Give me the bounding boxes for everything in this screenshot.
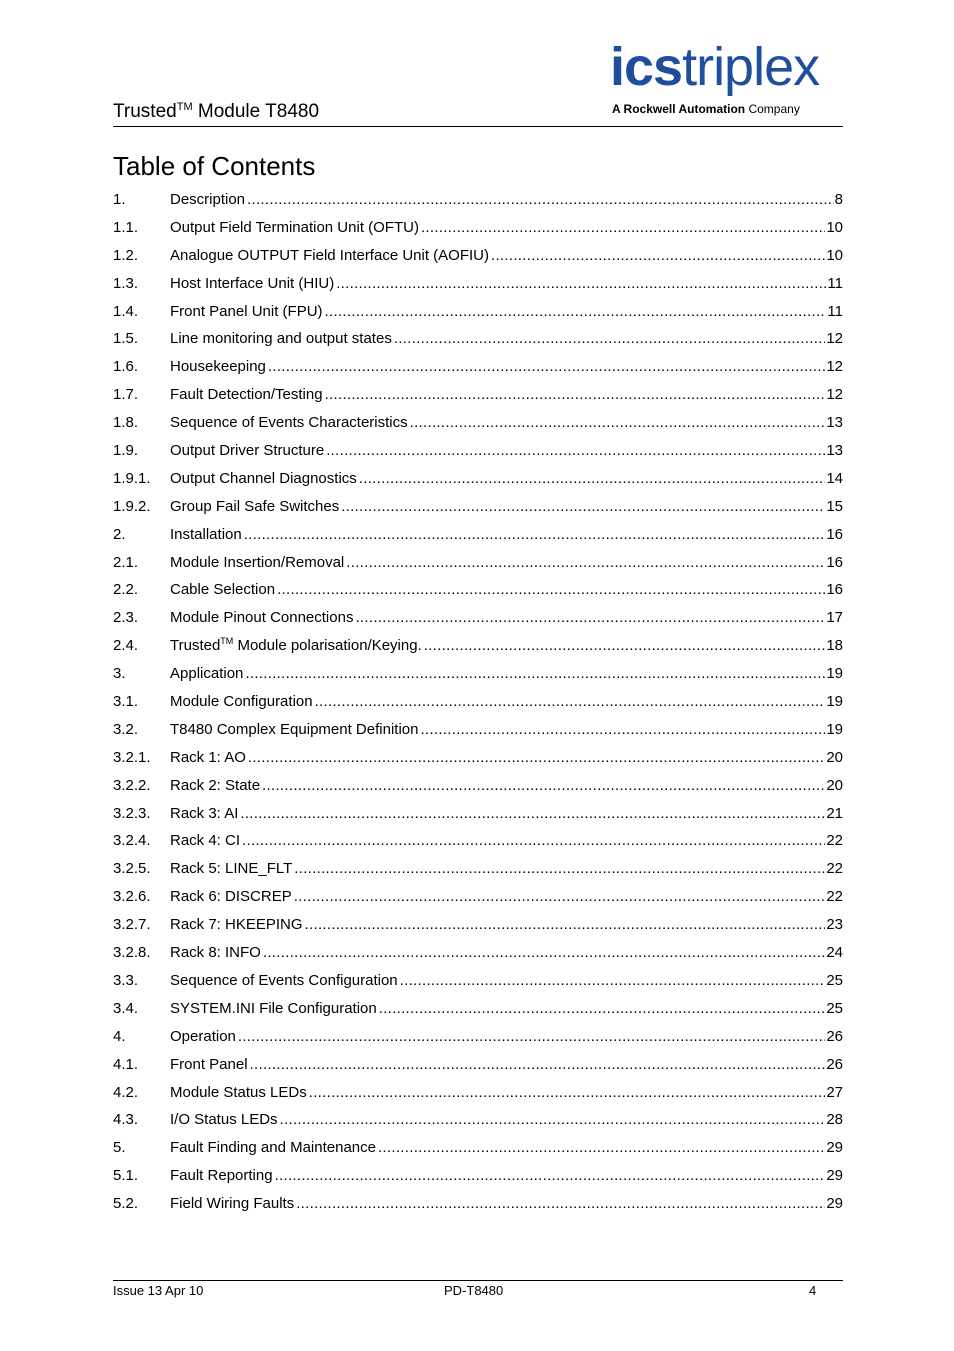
toc-entry-line bbox=[170, 632, 843, 660]
toc-entry-number: 2.3. bbox=[113, 609, 139, 627]
header-divider bbox=[113, 126, 843, 127]
toc-entry-number: 3.2.3. bbox=[113, 804, 151, 822]
toc-entry-page: 29 bbox=[826, 1139, 843, 1157]
toc-entry-line bbox=[170, 772, 843, 800]
toc-entry-line bbox=[170, 883, 843, 911]
toc-entry-title bbox=[170, 1162, 275, 1190]
toc-entry-line bbox=[170, 1190, 843, 1218]
toc-entry-number: 3.1. bbox=[113, 693, 139, 711]
toc-entry-line bbox=[170, 353, 843, 381]
toc-entry[interactable] bbox=[113, 521, 843, 549]
footer-divider bbox=[113, 1280, 843, 1281]
toc-dot-leader bbox=[421, 214, 825, 242]
toc-entry-title bbox=[170, 493, 341, 521]
toc-entry-page: 12 bbox=[826, 330, 843, 348]
toc-entry-number: 1.6. bbox=[113, 358, 139, 376]
toc-dot-leader bbox=[491, 242, 825, 270]
toc-list bbox=[113, 186, 843, 1218]
toc-entry-title-text: Trusted bbox=[170, 637, 221, 655]
toc-entry-title bbox=[170, 186, 247, 214]
toc-dot-leader bbox=[315, 688, 826, 716]
toc-entry-page: 18 bbox=[826, 637, 843, 655]
toc-entry-line bbox=[170, 214, 843, 242]
toc-entry-page: 11 bbox=[827, 274, 843, 292]
toc-entry-line bbox=[170, 744, 843, 772]
toc-entry-line bbox=[170, 827, 843, 855]
toc-dot-leader bbox=[326, 437, 825, 465]
toc-dot-leader bbox=[247, 186, 834, 214]
toc-entry-title bbox=[170, 1134, 378, 1162]
toc-entry-line bbox=[170, 688, 843, 716]
toc-entry-title-text: Output Field Termination Unit (OFTU) bbox=[170, 218, 419, 236]
toc-entry-number: 3.2. bbox=[113, 720, 139, 738]
toc-entry-page: 19 bbox=[826, 665, 843, 683]
toc-entry-title-text: Fault Finding and Maintenance bbox=[170, 1139, 376, 1157]
toc-entry-line bbox=[170, 186, 843, 214]
toc-entry-title-text: Module polarisation/Keying. bbox=[233, 637, 422, 655]
toc-entry-title-text: Housekeeping bbox=[170, 358, 266, 376]
toc-entry-number: 1.2. bbox=[113, 246, 139, 264]
toc-entry[interactable] bbox=[113, 1190, 843, 1218]
toc-entry-number: 3.2.8. bbox=[113, 944, 151, 962]
toc-entry-line bbox=[170, 1134, 843, 1162]
toc-entry[interactable] bbox=[113, 716, 843, 744]
toc-entry-title bbox=[170, 688, 315, 716]
toc-entry-title bbox=[170, 604, 355, 632]
toc-entry-line bbox=[170, 1079, 843, 1107]
toc-dot-leader bbox=[336, 270, 826, 298]
toc-entry-number: 3.2.1. bbox=[113, 748, 151, 766]
toc-entry[interactable] bbox=[113, 437, 843, 465]
toc-entry-number: 3.4. bbox=[113, 999, 139, 1017]
toc-entry-number: 3.3. bbox=[113, 971, 139, 989]
header-title-suffix: Module T8480 bbox=[192, 101, 320, 122]
toc-entry-number: 1.1. bbox=[113, 218, 139, 236]
toc-entry-page: 14 bbox=[826, 469, 843, 487]
toc-entry-title bbox=[170, 744, 248, 772]
toc-entry-number: 1.3. bbox=[113, 274, 139, 292]
toc-dot-leader bbox=[244, 521, 826, 549]
toc-entry-page: 16 bbox=[826, 581, 843, 599]
toc-entry-title bbox=[170, 632, 424, 660]
toc-entry-title-text: Rack 7: HKEEPING bbox=[170, 916, 303, 934]
toc-entry-title bbox=[170, 270, 336, 298]
toc-entry[interactable] bbox=[113, 855, 843, 883]
toc-entry-title-text: T8480 Complex Equipment Definition bbox=[170, 720, 419, 738]
toc-entry-line bbox=[170, 939, 843, 967]
toc-entry-title-text: Output Driver Structure bbox=[170, 442, 325, 460]
toc-entry-page: 22 bbox=[826, 888, 843, 906]
toc-entry-number: 2.4. bbox=[113, 637, 139, 655]
toc-entry-title bbox=[170, 716, 420, 744]
toc-entry[interactable] bbox=[113, 270, 843, 298]
toc-entry[interactable] bbox=[113, 1134, 843, 1162]
toc-dot-leader bbox=[325, 298, 827, 326]
toc-entry-page: 26 bbox=[826, 1027, 843, 1045]
toc-entry-title-text: Installation bbox=[170, 525, 242, 543]
toc-dot-leader bbox=[268, 353, 825, 381]
toc-entry-page: 20 bbox=[826, 776, 843, 794]
toc-entry-number: 1.4. bbox=[113, 302, 139, 320]
toc-entry[interactable] bbox=[113, 827, 843, 855]
toc-entry-title-text: Operation bbox=[170, 1027, 236, 1045]
toc-entry-title-text: Rack 5: LINE_FLT bbox=[170, 860, 293, 878]
toc-entry-title bbox=[170, 1079, 309, 1107]
logo-tagline-light: Company bbox=[745, 102, 800, 116]
footer-document-id: PD-T8480 bbox=[444, 1283, 504, 1298]
toc-entry-page: 13 bbox=[826, 414, 843, 432]
toc-entry-line bbox=[170, 855, 843, 883]
ics-triplex-logo bbox=[610, 37, 846, 122]
toc-entry-title-text: Module Insertion/Removal bbox=[170, 553, 345, 571]
toc-entry-page: 13 bbox=[826, 442, 843, 460]
toc-entry[interactable] bbox=[113, 325, 843, 353]
toc-entry[interactable] bbox=[113, 939, 843, 967]
toc-dot-leader bbox=[238, 1023, 825, 1051]
toc-dot-leader bbox=[275, 1162, 826, 1190]
toc-entry-title bbox=[170, 855, 294, 883]
toc-entry-page: 29 bbox=[826, 1167, 843, 1185]
toc-dot-leader bbox=[359, 465, 826, 493]
toc-dot-leader bbox=[294, 883, 826, 911]
toc-dot-leader bbox=[379, 995, 826, 1023]
toc-entry-line bbox=[170, 493, 843, 521]
toc-entry-page: 19 bbox=[826, 693, 843, 711]
toc-entry[interactable] bbox=[113, 549, 843, 577]
toc-entry-title bbox=[170, 325, 394, 353]
toc-entry-page: 20 bbox=[826, 748, 843, 766]
toc-dot-leader bbox=[378, 1134, 825, 1162]
toc-dot-leader bbox=[245, 660, 825, 688]
footer-page-number: 4 bbox=[809, 1283, 817, 1298]
toc-entry-number: 5.1. bbox=[113, 1167, 139, 1185]
toc-entry-page: 19 bbox=[826, 720, 843, 738]
toc-dot-leader bbox=[242, 827, 825, 855]
trademark-mark: TM bbox=[176, 101, 193, 113]
toc-entry-number: 4.2. bbox=[113, 1083, 139, 1101]
toc-dot-leader bbox=[410, 409, 826, 437]
toc-entry-title-text: Module Configuration bbox=[170, 693, 313, 711]
toc-entry-title bbox=[170, 1023, 238, 1051]
toc-entry-page: 21 bbox=[826, 804, 843, 822]
toc-entry-number: 4.3. bbox=[113, 1111, 139, 1129]
toc-entry-title bbox=[170, 521, 244, 549]
toc-entry[interactable] bbox=[113, 883, 843, 911]
toc-entry-number: 5.2. bbox=[113, 1195, 139, 1213]
toc-entry-title bbox=[170, 995, 379, 1023]
toc-entry-number: 2. bbox=[113, 525, 126, 543]
toc-entry-page: 22 bbox=[826, 860, 843, 878]
toc-entry-title bbox=[170, 911, 305, 939]
toc-entry-page: 10 bbox=[826, 246, 843, 264]
toc-entry-title-text: Fault Reporting bbox=[170, 1167, 273, 1185]
toc-dot-leader bbox=[394, 325, 825, 353]
toc-dot-leader bbox=[296, 1190, 825, 1218]
toc-entry[interactable] bbox=[113, 800, 843, 828]
toc-entry-number: 1.9.1. bbox=[113, 469, 151, 487]
toc-entry-title bbox=[170, 298, 325, 326]
toc-entry-title-text: Analogue OUTPUT Field Interface Unit (AOFIU) bbox=[170, 246, 489, 264]
toc-entry-title-text: Fault Detection/Testing bbox=[170, 386, 323, 404]
toc-entry[interactable] bbox=[113, 632, 843, 660]
toc-entry-title-text: Description bbox=[170, 191, 246, 208]
toc-entry-number: 4.1. bbox=[113, 1055, 139, 1073]
toc-entry-title-text: Rack 8: INFO bbox=[170, 944, 261, 962]
toc-entry-page: 23 bbox=[826, 916, 843, 934]
toc-entry-page: 25 bbox=[826, 971, 843, 989]
toc-entry[interactable] bbox=[113, 242, 843, 270]
trademark-mark: TM bbox=[220, 636, 234, 647]
toc-entry-title bbox=[170, 381, 325, 409]
toc-entry-line bbox=[170, 716, 843, 744]
toc-entry-title bbox=[170, 827, 242, 855]
toc-entry-number: 4. bbox=[113, 1027, 126, 1045]
toc-dot-leader bbox=[341, 493, 825, 521]
toc-entry-line bbox=[170, 298, 843, 326]
toc-entry[interactable] bbox=[113, 911, 843, 939]
toc-entry-title-text: Line monitoring and output states bbox=[170, 330, 392, 348]
toc-entry-number: 1.5. bbox=[113, 330, 139, 348]
toc-entry-page: 8 bbox=[834, 191, 843, 208]
toc-entry-line bbox=[170, 576, 843, 604]
toc-entry-number: 3. bbox=[113, 665, 126, 683]
toc-entry-page: 16 bbox=[826, 525, 843, 543]
toc-entry-title-text: SYSTEM.INI File Configuration bbox=[170, 999, 377, 1017]
toc-entry-title bbox=[170, 353, 268, 381]
footer-issue: Issue 13 Apr 10 bbox=[113, 1283, 204, 1298]
toc-entry[interactable] bbox=[113, 298, 843, 326]
toc-entry[interactable] bbox=[113, 995, 843, 1023]
toc-entry[interactable] bbox=[113, 1079, 843, 1107]
toc-entry-page: 25 bbox=[826, 999, 843, 1017]
toc-dot-leader bbox=[250, 1051, 826, 1079]
toc-entry-line bbox=[170, 604, 843, 632]
logo-wordmark bbox=[610, 36, 819, 98]
toc-entry-title bbox=[170, 465, 359, 493]
toc-entry-title-text: Module Pinout Connections bbox=[170, 609, 354, 627]
toc-entry-title-text: Rack 1: AO bbox=[170, 748, 246, 766]
toc-dot-leader bbox=[263, 939, 825, 967]
toc-entry-line bbox=[170, 1162, 843, 1190]
toc-entry-number: 3.2.6. bbox=[113, 888, 151, 906]
toc-entry[interactable] bbox=[113, 1162, 843, 1190]
toc-entry[interactable] bbox=[113, 744, 843, 772]
toc-entry-line bbox=[170, 995, 843, 1023]
toc-entry-line bbox=[170, 1023, 843, 1051]
toc-entry-line bbox=[170, 381, 843, 409]
toc-dot-leader bbox=[305, 911, 826, 939]
toc-entry-number: 3.2.2. bbox=[113, 776, 151, 794]
toc-entry-title-text: Front Panel Unit (FPU) bbox=[170, 302, 323, 320]
toc-entry-title-text: Application bbox=[170, 665, 244, 683]
toc-dot-leader bbox=[277, 576, 825, 604]
toc-entry-page: 11 bbox=[827, 302, 843, 320]
toc-entry-title-text: Front Panel bbox=[170, 1055, 248, 1073]
document-header-title bbox=[113, 100, 319, 124]
toc-entry-line bbox=[170, 521, 843, 549]
toc-dot-leader bbox=[420, 716, 825, 744]
toc-entry-line bbox=[170, 800, 843, 828]
toc-entry[interactable] bbox=[113, 772, 843, 800]
toc-entry[interactable] bbox=[113, 493, 843, 521]
toc-entry-number: 1.8. bbox=[113, 414, 139, 432]
toc-entry-title-text: Cable Selection bbox=[170, 581, 276, 599]
toc-entry-page: 16 bbox=[826, 553, 843, 571]
toc-entry-number: 1.7. bbox=[113, 386, 139, 404]
toc-entry-title-text: Group Fail Safe Switches bbox=[170, 497, 340, 515]
toc-entry-page: 10 bbox=[826, 218, 843, 236]
toc-entry-title bbox=[170, 214, 421, 242]
toc-entry[interactable] bbox=[113, 660, 843, 688]
toc-entry-title-text: Rack 2: State bbox=[170, 776, 261, 794]
toc-dot-leader bbox=[240, 800, 825, 828]
toc-entry[interactable] bbox=[113, 409, 843, 437]
toc-entry-title bbox=[170, 242, 491, 270]
toc-entry-title-text: Module Status LEDs bbox=[170, 1083, 307, 1101]
toc-dot-leader bbox=[346, 549, 825, 577]
toc-dot-leader bbox=[248, 744, 825, 772]
toc-entry-title bbox=[170, 1190, 296, 1218]
toc-entry-number: 1.9. bbox=[113, 442, 139, 460]
logo-wordmark-light: triplex bbox=[682, 37, 820, 97]
toc-entry[interactable] bbox=[113, 186, 843, 214]
toc-entry-line bbox=[170, 911, 843, 939]
toc-entry-title-text: Host Interface Unit (HIU) bbox=[170, 274, 335, 292]
toc-entry[interactable] bbox=[113, 1023, 843, 1051]
toc-entry-line bbox=[170, 270, 843, 298]
toc-entry-page: 27 bbox=[826, 1083, 843, 1101]
toc-entry-page: 29 bbox=[826, 1195, 843, 1213]
toc-entry-line bbox=[170, 325, 843, 353]
toc-entry-title bbox=[170, 800, 240, 828]
toc-entry-number: 1.9.2. bbox=[113, 497, 151, 515]
header-title-prefix: Trusted bbox=[113, 101, 177, 122]
toc-entry-title bbox=[170, 409, 410, 437]
toc-entry[interactable] bbox=[113, 688, 843, 716]
toc-dot-leader bbox=[294, 855, 825, 883]
toc-entry-line bbox=[170, 1106, 843, 1134]
toc-entry-title-text: Rack 6: DISCREP bbox=[170, 888, 292, 906]
toc-entry[interactable] bbox=[113, 604, 843, 632]
toc-dot-leader bbox=[280, 1106, 826, 1134]
toc-entry-title-text: Sequence of Events Configuration bbox=[170, 971, 398, 989]
toc-entry[interactable] bbox=[113, 353, 843, 381]
toc-entry-title-text: Sequence of Events Characteristics bbox=[170, 414, 408, 432]
toc-entry-number: 3.2.7. bbox=[113, 916, 151, 934]
logo-tagline-bold: A Rockwell Automation bbox=[612, 102, 746, 116]
toc-entry-title bbox=[170, 939, 263, 967]
logo-wordmark-bold: ics bbox=[610, 37, 683, 97]
toc-entry-title-text: I/O Status LEDs bbox=[170, 1111, 278, 1129]
toc-entry-line bbox=[170, 660, 843, 688]
toc-entry[interactable] bbox=[113, 967, 843, 995]
toc-entry[interactable] bbox=[113, 1106, 843, 1134]
toc-entry[interactable] bbox=[113, 465, 843, 493]
toc-entry-number: 3.2.4. bbox=[113, 832, 151, 850]
toc-entry-page: 17 bbox=[826, 609, 843, 627]
toc-dot-leader bbox=[355, 604, 825, 632]
toc-entry-line bbox=[170, 549, 843, 577]
toc-entry-title-text: Rack 3: AI bbox=[170, 804, 239, 822]
toc-entry-page: 15 bbox=[826, 497, 843, 515]
toc-entry-title bbox=[170, 660, 245, 688]
logo-tagline bbox=[612, 102, 800, 116]
toc-entry-number: 2.2. bbox=[113, 581, 139, 599]
toc-entry-number: 2.1. bbox=[113, 553, 139, 571]
toc-entry-page: 12 bbox=[826, 358, 843, 376]
toc-entry-page: 22 bbox=[826, 832, 843, 850]
toc-heading: Table of Contents bbox=[113, 151, 316, 181]
toc-entry-title bbox=[170, 437, 326, 465]
toc-entry-title bbox=[170, 576, 277, 604]
toc-entry-title bbox=[170, 549, 346, 577]
toc-entry[interactable] bbox=[113, 1051, 843, 1079]
toc-entry-line bbox=[170, 242, 843, 270]
toc-entry-title bbox=[170, 772, 262, 800]
toc-entry-title-text: Rack 4: CI bbox=[170, 832, 241, 850]
toc-entry-number: 1. bbox=[113, 191, 126, 208]
toc-entry-title bbox=[170, 883, 294, 911]
toc-entry[interactable] bbox=[113, 381, 843, 409]
toc-entry-line bbox=[170, 437, 843, 465]
toc-entry-line bbox=[170, 1051, 843, 1079]
toc-entry-number: 3.2.5. bbox=[113, 860, 151, 878]
toc-entry-title-text: Output Channel Diagnostics bbox=[170, 469, 357, 487]
toc-entry-page: 28 bbox=[826, 1111, 843, 1129]
toc-dot-leader bbox=[424, 632, 826, 660]
toc-entry[interactable] bbox=[113, 576, 843, 604]
toc-entry-title bbox=[170, 967, 400, 995]
toc-entry[interactable] bbox=[113, 214, 843, 242]
toc-dot-leader bbox=[325, 381, 826, 409]
toc-entry-title bbox=[170, 1051, 250, 1079]
toc-entry-line bbox=[170, 465, 843, 493]
toc-entry-number: 5. bbox=[113, 1139, 126, 1157]
toc-entry-page: 12 bbox=[826, 386, 843, 404]
toc-dot-leader bbox=[262, 772, 825, 800]
toc-entry-page: 26 bbox=[826, 1055, 843, 1073]
toc-dot-leader bbox=[400, 967, 826, 995]
toc-dot-leader bbox=[309, 1079, 826, 1107]
toc-entry-line bbox=[170, 967, 843, 995]
toc-entry-page: 24 bbox=[826, 944, 843, 962]
toc-entry-title bbox=[170, 1106, 280, 1134]
toc-entry-line bbox=[170, 409, 843, 437]
toc-entry-title-text: Field Wiring Faults bbox=[170, 1195, 295, 1213]
